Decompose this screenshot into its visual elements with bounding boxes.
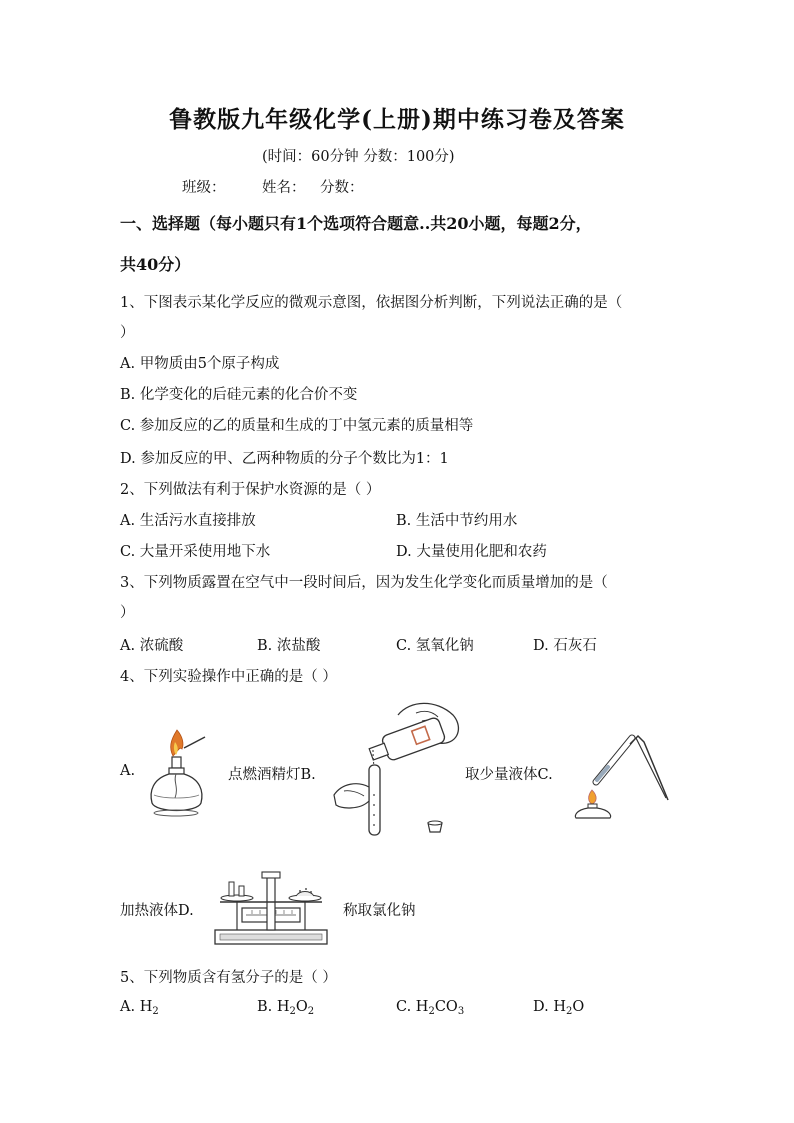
question-5-option-d: D. $H_2O$ [533,999,585,1017]
question-2-stem: 2、下列做法有利于保护水资源的是（ ） [120,482,381,498]
question-2-option-c: C. 大量开采使用地下水 [120,544,271,560]
question-3-stem-end: ） [120,605,135,621]
class-field: 班级： [182,180,226,196]
question-2-option-b: B. 生活中节约用水 [396,513,518,529]
question-4-option-c-text: 加热液体D. [120,903,194,919]
question-4-option-b-text: 取少量液体C. [465,767,553,783]
question-3-option-a: A. 浓硫酸 [120,638,184,654]
question-1-option-a: A. 甲物质由5个原子构成 [120,356,280,372]
section-heading: 一、选择题（每小题只有1个选项符合题意..共20小题，每题2分， [120,214,592,233]
page-title: 鲁教版九年级化学(上册)期中练习卷及答案 [169,106,625,133]
question-3-option-c: C. 氢氧化钠 [396,638,474,654]
question-1-stem-end: ） [120,325,135,341]
pour-liquid-test-tube-figure [328,695,463,845]
question-5-stem: 5、下列物质含有氢分子的是（ ） [120,970,337,986]
score-field: 分数： [320,180,364,196]
question-2-option-d: D. 大量使用化肥和农药 [396,544,547,560]
question-5-option-a: A. $H_2$ [120,999,159,1017]
heating-liquid-figure [570,730,675,820]
question-4-stem: 4、下列实验操作中正确的是（ ） [120,669,337,685]
section-heading-cont: 共40分） [120,255,191,274]
question-2-option-a: A. 生活污水直接排放 [120,513,256,529]
question-1-stem: 1、下图表示某化学反应的微观示意图，依据图分析判断，下列说法正确的是（ [120,295,623,311]
question-1-option-d: D. 参加反应的甲、乙两种物质的分子个数比为1：1 [120,451,449,467]
question-3-stem: 3、下列物质露置在空气中一段时间后，因为发生化学变化而质量增加的是（ [120,575,608,591]
question-4-option-a-label: A. [120,763,136,779]
question-4-option-a-text: 点燃酒精灯B. [228,767,316,783]
question-5-option-b: B. $H_2O_2$ [257,999,315,1017]
question-3-option-b: B. 浓盐酸 [257,638,321,654]
balance-scale-figure [212,868,330,950]
question-1-option-b: B. 化学变化的后硅元素的化合价不变 [120,387,358,403]
question-1-option-c: C. 参加反应的乙的质量和生成的丁中氢元素的质量相等 [120,418,474,434]
alcohol-lamp-lighting-figure [144,725,206,820]
question-5-option-c: C. $H_2CO_3$ [396,999,465,1017]
exam-info: (时间：60分钟 分数：100分) [262,149,455,165]
question-3-option-d: D. 石灰石 [533,638,597,654]
question-4-option-d-text: 称取氯化钠 [343,903,416,919]
name-field: 姓名： [262,180,306,196]
